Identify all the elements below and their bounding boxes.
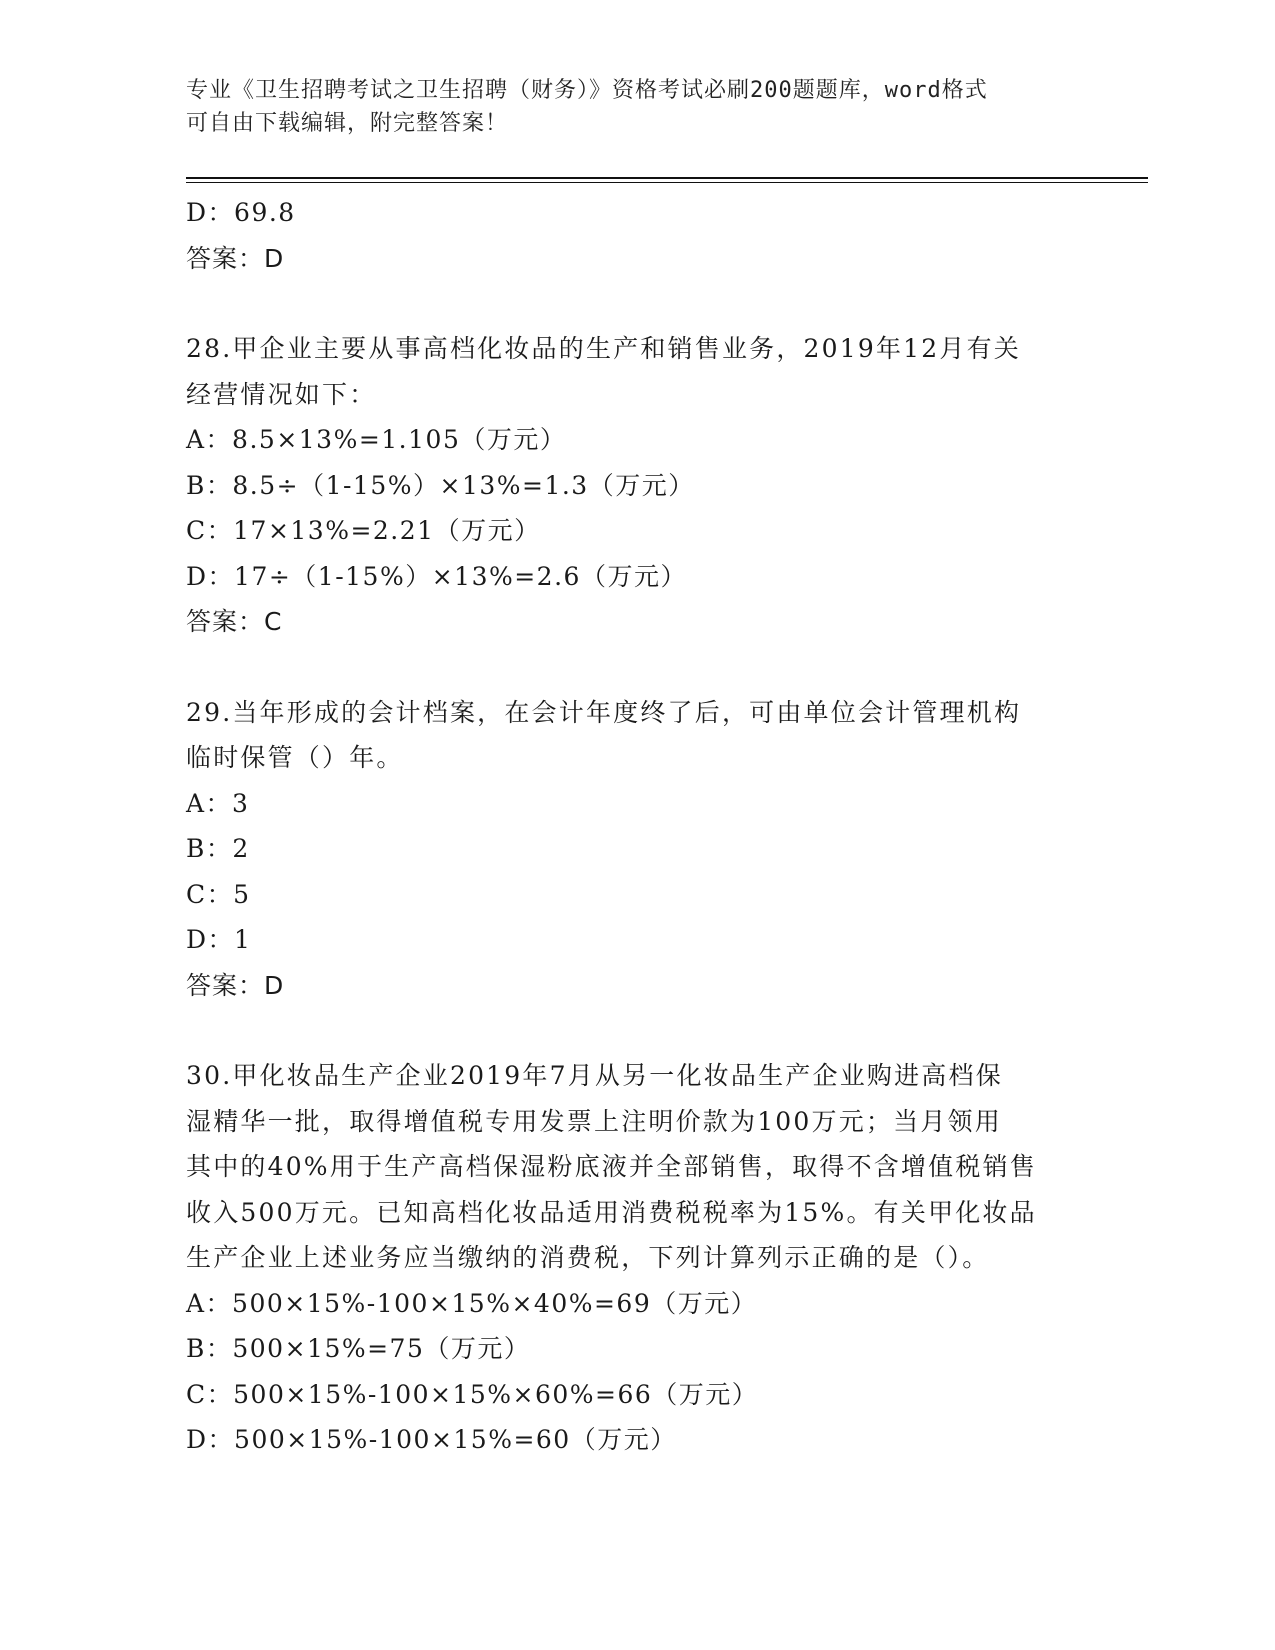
previous-question-tail (186, 190, 1086, 281)
question-stem-line: 临时保管（）年。 (186, 743, 404, 772)
option-d: D：69.8 (186, 198, 296, 227)
option-d: D：17÷（1-15%）×13%=2.6（万元） (186, 561, 687, 591)
option-b: B：2 (186, 834, 250, 863)
question-29 (186, 690, 1086, 1009)
option-d: D：500×15%-100×15%=60（万元） (186, 1425, 677, 1454)
answer-label: 答案：C (186, 607, 283, 636)
question-stem-line: 28.甲企业主要从事高档化妆品的生产和销售业务，2019年12月有关 (186, 334, 1021, 363)
question-stem-line: 29.当年形成的会计档案，在会计年度终了后，可由单位会计管理机构 (186, 697, 1022, 727)
question-30 (186, 1053, 1086, 1463)
document-header (186, 74, 1066, 140)
question-stem-line: 湿精华一批，取得增值税专用发票上注明价款为100万元；当月领用 (186, 1106, 1002, 1136)
header-line-1: 专业《卫生招聘考试之卫生招聘（财务）》资格考试必刷200题题库，word格式 (186, 78, 988, 103)
option-c: C：5 (186, 879, 251, 909)
answer-label: 答案：D (186, 243, 285, 273)
option-a: A：500×15%-100×15%×40%=69（万元） (186, 1288, 758, 1318)
question-content (186, 190, 1086, 1463)
option-a: A：8.5×13%=1.105（万元） (186, 425, 567, 454)
option-a: A：3 (186, 788, 250, 818)
header-divider-thin (186, 182, 1148, 183)
answer-label: 答案：D (186, 970, 285, 1000)
question-stem-line: 30.甲化妆品生产企业2019年7月从另一化妆品生产企业购进高档保 (186, 1061, 1003, 1090)
option-c: C：17×13%=2.21（万元） (186, 516, 541, 545)
header-line-2: 可自由下载编辑，附完整答案！ (186, 111, 509, 136)
option-d: D：1 (186, 925, 252, 954)
question-stem-line: 收入500万元。已知高档化妆品适用消费税税率为15%。有关甲化妆品 (186, 1197, 1037, 1227)
option-c: C：500×15%-100×15%×60%=66（万元） (186, 1379, 759, 1409)
option-b: B：500×15%=75（万元） (186, 1334, 531, 1363)
option-b: B：8.5÷（1-15%）×13%=1.3（万元） (186, 470, 695, 500)
question-stem-line: 其中的40%用于生产高档保湿粉底液并全部销售，取得不含增值税销售 (186, 1152, 1037, 1181)
header-divider-thick (186, 177, 1148, 179)
question-stem-line: 经营情况如下： (186, 379, 377, 409)
question-stem-line: 生产企业上述业务应当缴纳的消费税，下列计算列示正确的是（）。 (186, 1243, 990, 1272)
question-28 (186, 326, 1086, 645)
